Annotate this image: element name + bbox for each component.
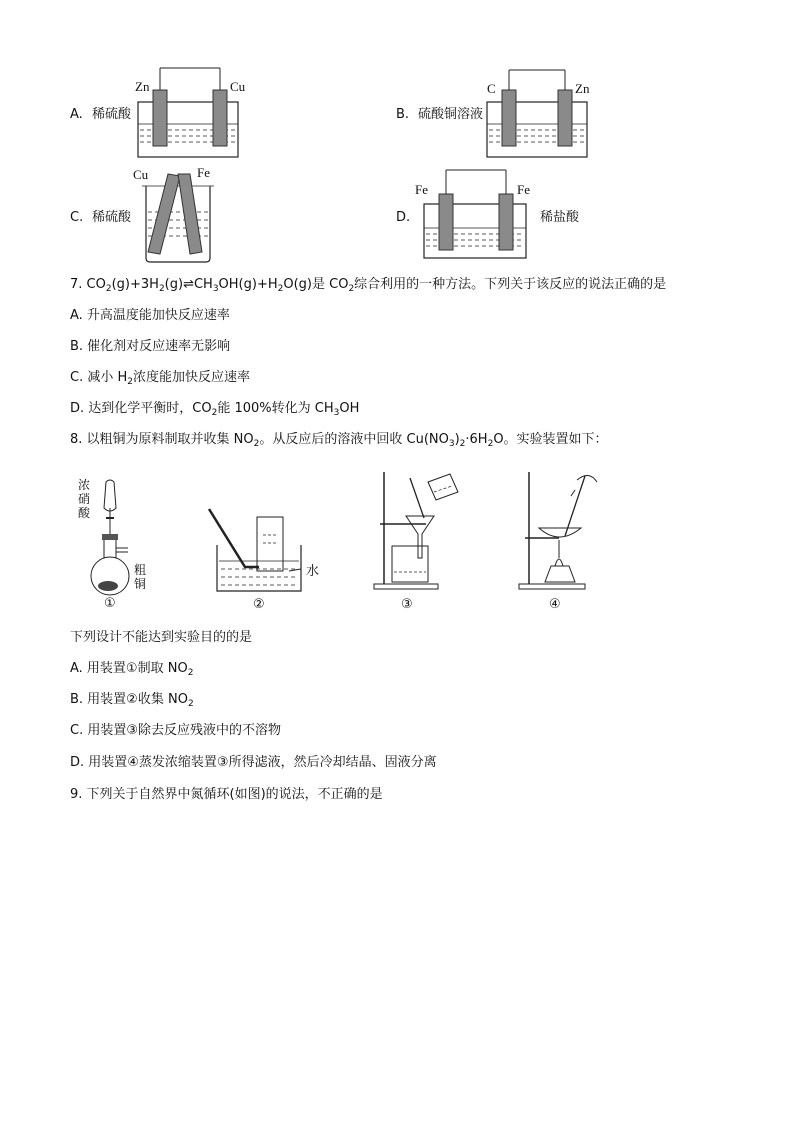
- water-label: 水: [306, 564, 320, 579]
- q7-option-b: B. 催化剂对反应速率无影响: [70, 339, 231, 354]
- q8-option-a: A. 用装置①制取 $NO_2$: [70, 661, 194, 678]
- flask-funnel-diagram: [88, 478, 138, 598]
- electrode-right-label: Fe: [197, 165, 210, 180]
- acid-label-2: 硝: [78, 492, 91, 506]
- option-letter: D.: [396, 210, 411, 225]
- electrode-right-label: Cu: [230, 79, 246, 94]
- cell-diagram-c: [140, 172, 220, 264]
- copper-label-1: 粗: [134, 563, 147, 577]
- filtration-diagram: [370, 468, 470, 593]
- q8-option-b: B. 用装置②收集 $NO_2$: [70, 692, 194, 709]
- cell-diagram-d: [420, 166, 535, 262]
- q8-prompt: 下列设计不能达到实验目的的是: [70, 630, 253, 645]
- acid-label-3: 酸: [78, 506, 91, 520]
- q9-stem: 9. 下列关于自然界中氮循环(如图)的说法，不正确的是: [70, 787, 383, 802]
- option-letter: A.: [70, 107, 83, 122]
- q7-stem: 7. $CO_2(g)+3H_2(g)\rightleftharpoons CH_3OH(g)+H_2O(g)$是 $CO_2$综合利用的一种方法。下列关于该反应的说法正确的是: [70, 277, 667, 294]
- q7-option-d: D. 达到化学平衡时，$CO_2$能 100%转化为 $CH_3OH$: [70, 401, 360, 418]
- apparatus-2-number: ②: [253, 597, 265, 612]
- copper-label-2: 铜: [134, 577, 147, 591]
- q8-option-c: C. 用装置③除去反应残液中的不溶物: [70, 723, 281, 738]
- q7-option-a: A. 升高温度能加快反应速率: [70, 308, 230, 323]
- liquid-label: 稀盐酸: [540, 210, 580, 225]
- q8-stem: 8. 以粗铜为原料制取并收集 $NO_2$。从反应后的溶液中回收 $Cu(NO_3)_2\cdot 6H_2O$。实验装置如下：: [70, 432, 608, 449]
- electrode-left-label: Fe: [415, 182, 428, 197]
- electrode-left-label: Zn: [135, 79, 150, 94]
- liquid-label: 稀硫酸: [92, 210, 132, 225]
- apparatus-4-number: ④: [549, 597, 561, 612]
- cell-diagram-a: [130, 62, 245, 162]
- evaporation-diagram: [515, 466, 610, 593]
- cell-diagram-b: [483, 66, 598, 161]
- liquid-label: 稀硫酸: [92, 107, 132, 122]
- acid-label-1: 浓: [78, 478, 91, 492]
- electrode-left-label: C: [487, 81, 496, 96]
- liquid-label: 硫酸铜溶液: [418, 107, 484, 122]
- option-letter: B.: [396, 107, 410, 122]
- apparatus-3-number: ③: [401, 597, 413, 612]
- water-trough-diagram: [205, 505, 315, 595]
- q8-option-d: D. 用装置④蒸发浓缩装置③所得滤液，然后冷却结晶、固液分离: [70, 755, 437, 770]
- electrode-left-label: Cu: [133, 167, 149, 182]
- electrode-right-label: Fe: [517, 182, 530, 197]
- apparatus-1-number: ①: [104, 596, 116, 611]
- option-letter: C.: [70, 210, 84, 225]
- electrode-right-label: Zn: [575, 81, 590, 96]
- q7-option-c: C. 减小 $H_2$浓度能加快反应速率: [70, 370, 250, 387]
